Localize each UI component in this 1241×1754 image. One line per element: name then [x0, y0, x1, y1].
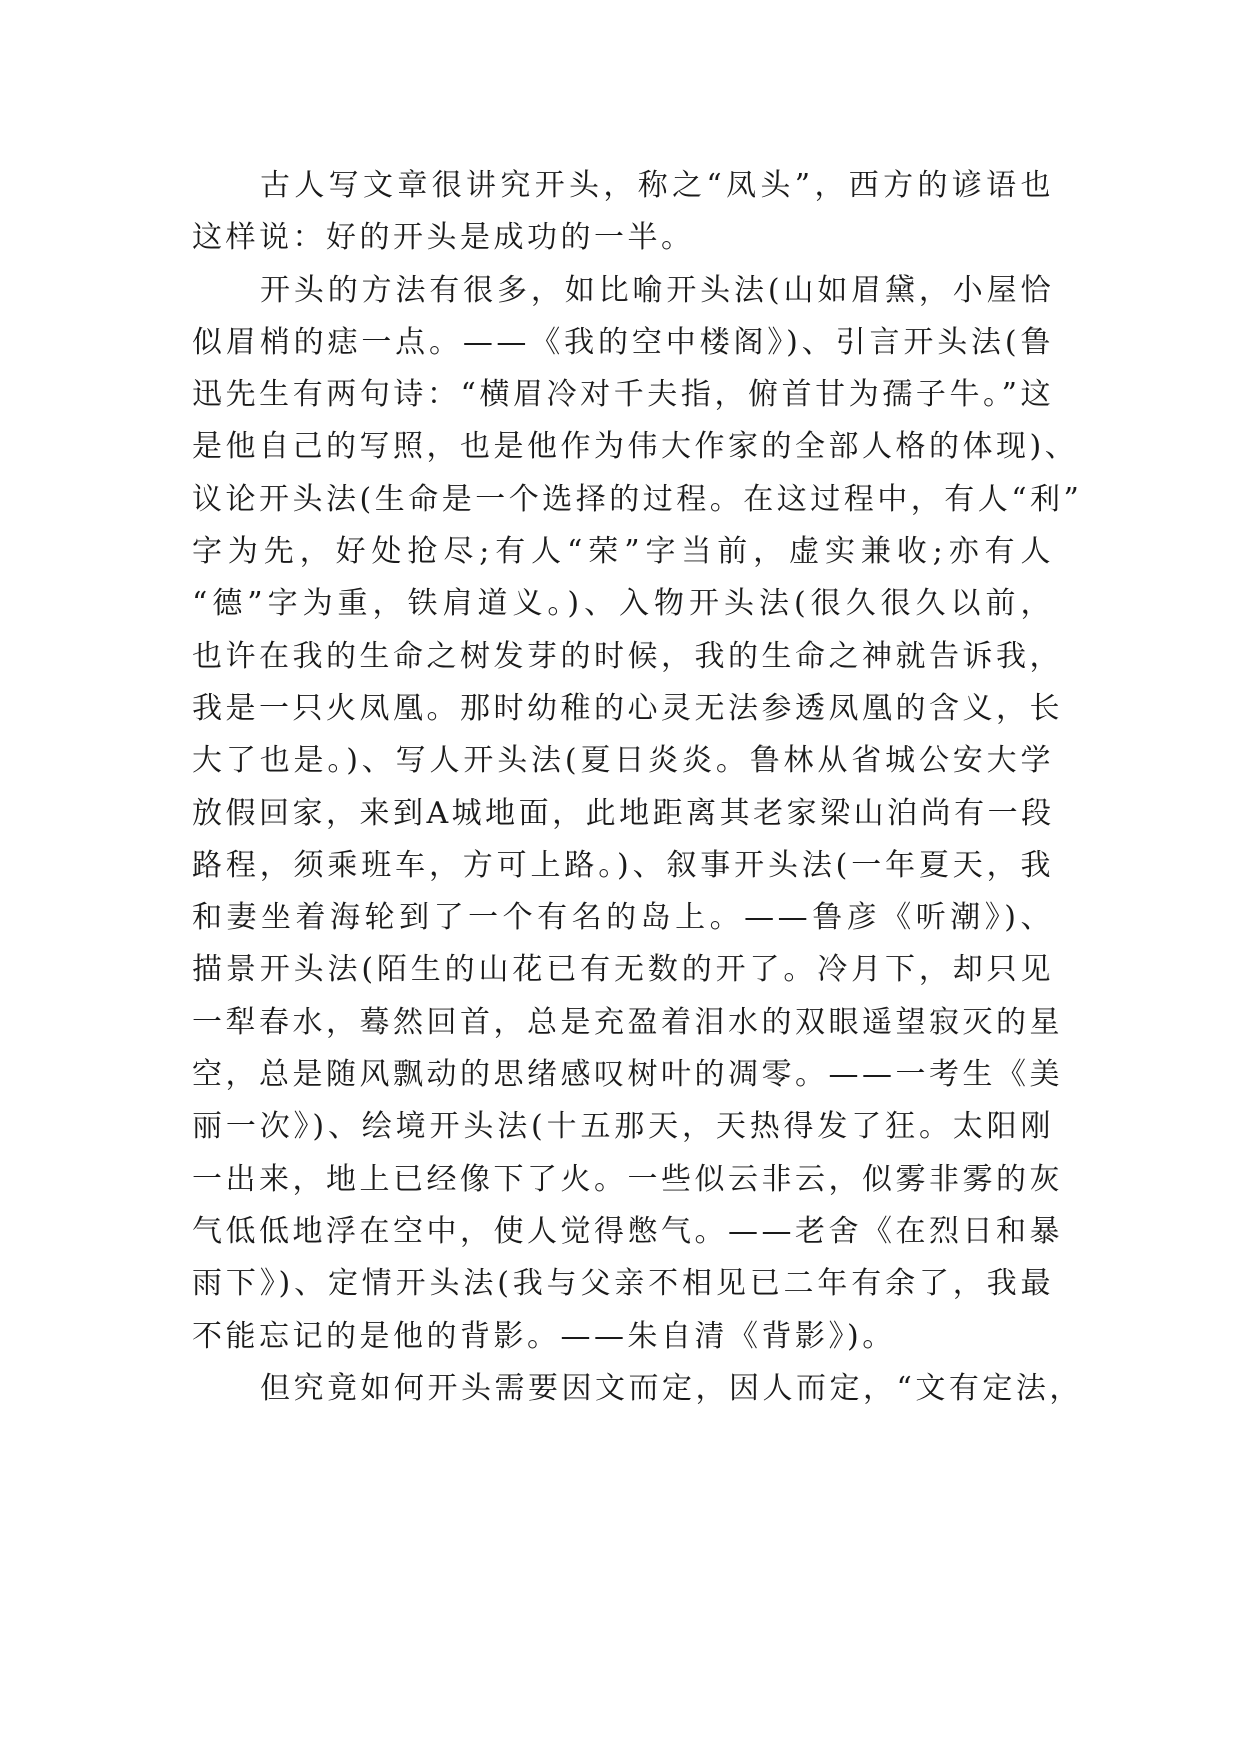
- text-line: 我是一只火凤凰。那时幼稚的心灵无法参透凤凰的含义，长: [192, 690, 1063, 726]
- text-line: 不能忘记的是他的背影。——朱自清《背影》)。: [192, 1318, 896, 1354]
- text-line: 路程，须乘班车，方可上路。)、叙事开头法(一年夏天，我: [192, 847, 1054, 883]
- paragraph-2: [192, 265, 1083, 1363]
- text-line: “德”字为重，铁肩道义。)、入物开头法(很久很久以前，: [192, 586, 1054, 622]
- text-line: 古人写文章很讲究开头，称之“凤头”，西方的谚语也: [260, 168, 1054, 203]
- text-line: 字为先，好处抢尽;有人“荣”字当前，虚实兼收;亦有人: [192, 534, 1054, 570]
- text-line: 但究竟如何开头需要因文而定，因人而定，“文有定法，: [260, 1370, 1083, 1406]
- text-line: 议论开头法(生命是一个选择的过程。在这过程中，有人“利”: [192, 481, 1083, 517]
- text-line: 也许在我的生命之树发芽的时候，我的生命之神就告诉我，: [192, 638, 1063, 674]
- text-line: 和妻坐着海轮到了一个有名的岛上。——鲁彦《听潮》)、: [192, 900, 1054, 936]
- text-line: 一出来，地上已经像下了火。一些似云非云，似雾非雾的灰: [192, 1161, 1063, 1197]
- text-line: 丽一次》)、绘境开头法(十五那天，天热得发了狂。太阳刚: [192, 1109, 1054, 1145]
- document-body: [192, 160, 1083, 1415]
- paragraph-3: [192, 1363, 1083, 1415]
- text-line: 一犁春水，蓦然回首，总是充盈着泪水的双眼遥望寂灭的星: [192, 1004, 1063, 1040]
- text-line: 空，总是随风飘动的思绪感叹树叶的凋零。——一考生《美: [192, 1057, 1063, 1093]
- text-line: 这样说：好的开头是成功的一半。: [192, 220, 695, 256]
- text-line: 描景开头法(陌生的山花已有无数的开了。冷月下，却只见: [192, 952, 1054, 988]
- text-line: 雨下》)、定情开头法(我与父亲不相见已二年有余了，我最: [192, 1266, 1054, 1302]
- text-line: 气低低地浮在空中，使人觉得憋气。——老舍《在烈日和暴: [192, 1213, 1063, 1249]
- text-line: 似眉梢的痣一点。——《我的空中楼阁》)、引言开头法(鲁: [192, 324, 1054, 360]
- text-line: 大了也是。)、写人开头法(夏日炎炎。鲁林从省城公安大学: [192, 743, 1054, 779]
- text-line: 是他自己的写照，也是他作为伟大作家的全部人格的体现)、: [192, 429, 1079, 465]
- paragraph-1: [192, 160, 1054, 265]
- text-line: 开头的方法有很多，如比喻开头法(山如眉黛，小屋恰: [260, 272, 1054, 308]
- text-line: 迅先生有两句诗：“横眉冷对千夫指，俯首甘为孺子牛。”这: [192, 377, 1054, 413]
- text-line: 放假回家，来到A城地面，此地距离其老家梁山泊尚有一段: [192, 795, 1055, 831]
